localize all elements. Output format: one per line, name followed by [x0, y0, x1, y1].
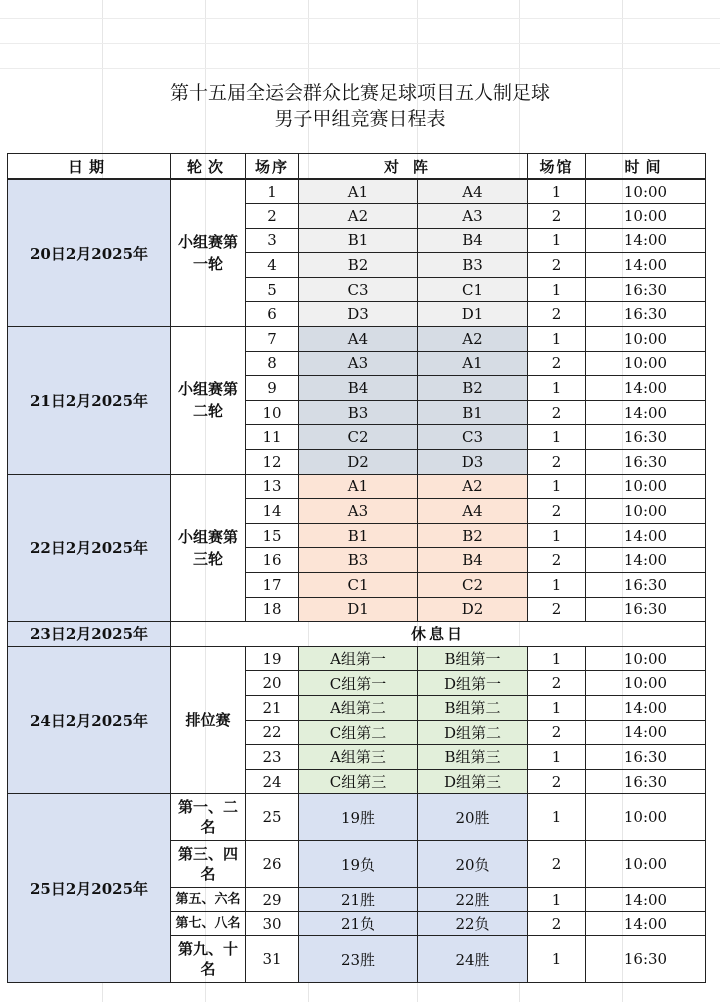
team-b-cell[interactable]: B组第三 — [418, 745, 528, 770]
schedule-title: 第十五届全运会群众比赛足球项目五人制足球 — [169, 82, 550, 104]
team-b-cell[interactable]: A2 — [418, 474, 528, 499]
venue-cell[interactable]: 2 — [528, 400, 586, 425]
team-b-cell[interactable]: D1 — [418, 302, 528, 327]
team-a-cell[interactable]: 19胜 — [299, 794, 418, 841]
venue-cell[interactable]: 1 — [528, 745, 586, 770]
time-cell[interactable]: 16:30 — [586, 302, 706, 327]
team-b-cell[interactable]: D组第三 — [418, 769, 528, 794]
match-number-cell[interactable]: 10 — [246, 400, 299, 425]
time-cell[interactable]: 16:30 — [586, 450, 706, 475]
team-b-cell[interactable]: A4 — [418, 499, 528, 524]
match-number-cell[interactable]: 19 — [246, 646, 299, 671]
team-a-cell[interactable]: C2 — [299, 425, 418, 450]
team-b-cell[interactable]: D组第一 — [418, 671, 528, 696]
team-a-cell[interactable]: A1 — [299, 474, 418, 499]
venue-cell[interactable]: 2 — [528, 351, 586, 376]
round-cell[interactable]: 小组赛第一轮 — [171, 179, 246, 327]
header-row — [8, 154, 706, 180]
match-number-cell[interactable]: 24 — [246, 769, 299, 794]
team-a-cell[interactable]: A1 — [299, 179, 418, 204]
sheet-gridline — [0, 68, 720, 69]
team-a-cell[interactable]: A组第三 — [299, 745, 418, 770]
time-cell[interactable]: 10:00 — [586, 794, 706, 841]
team-a-cell[interactable]: B1 — [299, 523, 418, 548]
match-row — [8, 474, 706, 499]
venue-cell[interactable]: 1 — [528, 573, 586, 598]
time-cell[interactable]: 16:30 — [586, 745, 706, 770]
team-a-cell[interactable]: A2 — [299, 204, 418, 229]
team-b-cell[interactable]: B组第一 — [418, 646, 528, 671]
venue-cell[interactable]: 1 — [528, 474, 586, 499]
team-a-cell[interactable]: A3 — [299, 499, 418, 524]
placement-label-cell[interactable]: 第三、四名 — [171, 841, 246, 888]
time-cell[interactable]: 14:00 — [586, 228, 706, 253]
team-a-cell[interactable]: B1 — [299, 228, 418, 253]
header-date[interactable]: 日期 — [8, 154, 171, 180]
match-number-cell[interactable]: 11 — [246, 425, 299, 450]
team-a-cell[interactable]: C1 — [299, 573, 418, 598]
team-a-cell[interactable]: C组第三 — [299, 769, 418, 794]
time-cell[interactable]: 16:30 — [586, 425, 706, 450]
time-cell[interactable]: 10:00 — [586, 474, 706, 499]
match-number-cell[interactable]: 22 — [246, 720, 299, 745]
header-round[interactable]: 轮次 — [171, 154, 246, 180]
team-b-cell[interactable]: D2 — [418, 597, 528, 622]
time-cell[interactable]: 14:00 — [586, 376, 706, 401]
match-number-cell[interactable]: 3 — [246, 228, 299, 253]
match-row — [8, 794, 706, 841]
match-row — [8, 646, 706, 671]
team-b-cell[interactable]: B1 — [418, 400, 528, 425]
time-cell[interactable]: 10:00 — [586, 841, 706, 888]
venue-cell[interactable]: 1 — [528, 794, 586, 841]
header-match[interactable]: 对阵 — [299, 154, 528, 180]
time-cell[interactable]: 14:00 — [586, 400, 706, 425]
venue-cell[interactable]: 1 — [528, 936, 586, 983]
team-b-cell[interactable]: C1 — [418, 277, 528, 302]
team-b-cell[interactable]: D3 — [418, 450, 528, 475]
match-number-cell[interactable]: 29 — [246, 888, 299, 912]
match-number-cell[interactable]: 7 — [246, 327, 299, 352]
match-number-cell[interactable]: 20 — [246, 671, 299, 696]
team-b-cell[interactable]: A1 — [418, 351, 528, 376]
date-cell[interactable]: 22日2月2025年 — [8, 474, 171, 622]
time-cell[interactable]: 10:00 — [586, 327, 706, 352]
venue-cell[interactable]: 1 — [528, 425, 586, 450]
team-b-cell[interactable]: C3 — [418, 425, 528, 450]
sheet-gridline — [0, 18, 720, 19]
team-b-cell[interactable]: A4 — [418, 179, 528, 204]
match-number-cell[interactable]: 12 — [246, 450, 299, 475]
header-venue[interactable]: 场馆 — [528, 154, 586, 180]
time-cell[interactable]: 14:00 — [586, 888, 706, 912]
header-time[interactable]: 时间 — [586, 154, 706, 180]
time-cell[interactable]: 16:30 — [586, 277, 706, 302]
venue-cell[interactable]: 1 — [528, 228, 586, 253]
match-number-cell[interactable]: 26 — [246, 841, 299, 888]
placement-label-cell[interactable]: 第七、八名 — [171, 912, 246, 936]
round-cell[interactable]: 排位赛 — [171, 646, 246, 794]
date-cell[interactable]: 24日2月2025年 — [8, 646, 171, 794]
time-cell[interactable]: 14:00 — [586, 548, 706, 573]
team-a-cell[interactable]: D1 — [299, 597, 418, 622]
match-number-cell[interactable]: 8 — [246, 351, 299, 376]
placement-label-cell[interactable]: 第九、十名 — [171, 936, 246, 983]
venue-cell[interactable]: 2 — [528, 204, 586, 229]
rest-day-cell[interactable]: 休息日 — [171, 622, 706, 647]
team-b-cell[interactable]: B4 — [418, 548, 528, 573]
venue-cell[interactable]: 1 — [528, 646, 586, 671]
match-number-cell[interactable]: 31 — [246, 936, 299, 983]
match-number-cell[interactable]: 13 — [246, 474, 299, 499]
venue-cell[interactable]: 1 — [528, 888, 586, 912]
match-number-cell[interactable]: 14 — [246, 499, 299, 524]
time-cell[interactable]: 14:00 — [586, 253, 706, 278]
venue-cell[interactable]: 2 — [528, 841, 586, 888]
match-number-cell[interactable]: 18 — [246, 597, 299, 622]
venue-cell[interactable]: 2 — [528, 253, 586, 278]
time-cell[interactable]: 14:00 — [586, 695, 706, 720]
venue-cell[interactable]: 1 — [528, 179, 586, 204]
team-b-cell[interactable]: 22负 — [418, 912, 528, 936]
match-number-cell[interactable]: 17 — [246, 573, 299, 598]
venue-cell[interactable]: 2 — [528, 302, 586, 327]
team-a-cell[interactable]: D2 — [299, 450, 418, 475]
match-number-cell[interactable]: 30 — [246, 912, 299, 936]
team-a-cell[interactable]: C3 — [299, 277, 418, 302]
team-a-cell[interactable]: B2 — [299, 253, 418, 278]
venue-cell[interactable]: 2 — [528, 450, 586, 475]
match-number-cell[interactable]: 6 — [246, 302, 299, 327]
rest-day-row — [8, 622, 706, 647]
round-cell[interactable]: 小组赛第二轮 — [171, 327, 246, 475]
match-number-cell[interactable]: 15 — [246, 523, 299, 548]
venue-cell[interactable]: 2 — [528, 499, 586, 524]
team-b-cell[interactable]: 24胜 — [418, 936, 528, 983]
sheet-gridline — [0, 43, 720, 44]
time-cell[interactable]: 10:00 — [586, 646, 706, 671]
match-row — [8, 327, 706, 352]
round-cell[interactable]: 小组赛第三轮 — [171, 474, 246, 622]
time-cell[interactable]: 16:30 — [586, 936, 706, 983]
venue-cell[interactable]: 2 — [528, 769, 586, 794]
team-a-cell[interactable]: C组第一 — [299, 671, 418, 696]
date-cell[interactable]: 21日2月2025年 — [8, 327, 171, 475]
team-b-cell[interactable]: B4 — [418, 228, 528, 253]
team-a-cell[interactable]: 21胜 — [299, 888, 418, 912]
team-a-cell[interactable]: D3 — [299, 302, 418, 327]
venue-cell[interactable]: 1 — [528, 277, 586, 302]
venue-cell[interactable]: 1 — [528, 523, 586, 548]
team-b-cell[interactable]: D组第二 — [418, 720, 528, 745]
match-number-cell[interactable]: 1 — [246, 179, 299, 204]
team-a-cell[interactable]: 21负 — [299, 912, 418, 936]
team-b-cell[interactable]: 22胜 — [418, 888, 528, 912]
date-cell[interactable]: 25日2月2025年 — [8, 794, 171, 983]
time-cell[interactable]: 10:00 — [586, 179, 706, 204]
time-cell[interactable]: 10:00 — [586, 351, 706, 376]
venue-cell[interactable]: 2 — [528, 548, 586, 573]
team-b-cell[interactable]: A3 — [418, 204, 528, 229]
match-number-cell[interactable]: 5 — [246, 277, 299, 302]
team-a-cell[interactable]: 19负 — [299, 841, 418, 888]
placement-label-cell[interactable]: 第五、六名 — [171, 888, 246, 912]
match-number-cell[interactable]: 23 — [246, 745, 299, 770]
match-number-cell[interactable]: 25 — [246, 794, 299, 841]
match-number-cell[interactable]: 2 — [246, 204, 299, 229]
team-b-cell[interactable]: B组第二 — [418, 695, 528, 720]
team-a-cell[interactable]: B4 — [299, 376, 418, 401]
time-cell[interactable]: 14:00 — [586, 720, 706, 745]
team-b-cell[interactable]: A2 — [418, 327, 528, 352]
match-number-cell[interactable]: 4 — [246, 253, 299, 278]
team-a-cell[interactable]: B3 — [299, 400, 418, 425]
team-b-cell[interactable]: C2 — [418, 573, 528, 598]
team-b-cell[interactable]: B2 — [418, 376, 528, 401]
venue-cell[interactable]: 2 — [528, 671, 586, 696]
team-a-cell[interactable]: B3 — [299, 548, 418, 573]
team-a-cell[interactable]: C组第二 — [299, 720, 418, 745]
match-number-cell[interactable]: 21 — [246, 695, 299, 720]
schedule-table — [7, 153, 706, 983]
team-a-cell[interactable]: A3 — [299, 351, 418, 376]
placement-label-cell[interactable]: 第一、二名 — [171, 794, 246, 841]
time-cell[interactable]: 14:00 — [586, 523, 706, 548]
venue-cell[interactable]: 2 — [528, 720, 586, 745]
time-cell[interactable]: 10:00 — [586, 499, 706, 524]
header-order[interactable]: 场序 — [246, 154, 299, 180]
match-number-cell[interactable]: 9 — [246, 376, 299, 401]
time-cell[interactable]: 16:30 — [586, 573, 706, 598]
team-b-cell[interactable]: B2 — [418, 523, 528, 548]
venue-cell[interactable]: 2 — [528, 912, 586, 936]
team-a-cell[interactable]: A4 — [299, 327, 418, 352]
team-b-cell[interactable]: B3 — [418, 253, 528, 278]
venue-cell[interactable]: 2 — [528, 597, 586, 622]
team-a-cell[interactable]: A组第一 — [299, 646, 418, 671]
time-cell[interactable]: 10:00 — [586, 671, 706, 696]
schedule-body — [8, 179, 706, 983]
schedule-subtitle: 男子甲组竞赛日程表 — [274, 108, 446, 130]
time-cell[interactable]: 16:30 — [586, 597, 706, 622]
time-cell[interactable]: 10:00 — [586, 204, 706, 229]
team-a-cell[interactable]: 23胜 — [299, 936, 418, 983]
time-cell[interactable]: 16:30 — [586, 769, 706, 794]
team-b-cell[interactable]: 20负 — [418, 841, 528, 888]
venue-cell[interactable]: 1 — [528, 376, 586, 401]
date-cell[interactable]: 23日2月2025年 — [8, 622, 171, 647]
team-b-cell[interactable]: 20胜 — [418, 794, 528, 841]
team-a-cell[interactable]: A组第二 — [299, 695, 418, 720]
date-cell[interactable]: 20日2月2025年 — [8, 179, 171, 327]
time-cell[interactable]: 14:00 — [586, 912, 706, 936]
venue-cell[interactable]: 1 — [528, 327, 586, 352]
match-number-cell[interactable]: 16 — [246, 548, 299, 573]
venue-cell[interactable]: 1 — [528, 695, 586, 720]
match-row — [8, 179, 706, 204]
